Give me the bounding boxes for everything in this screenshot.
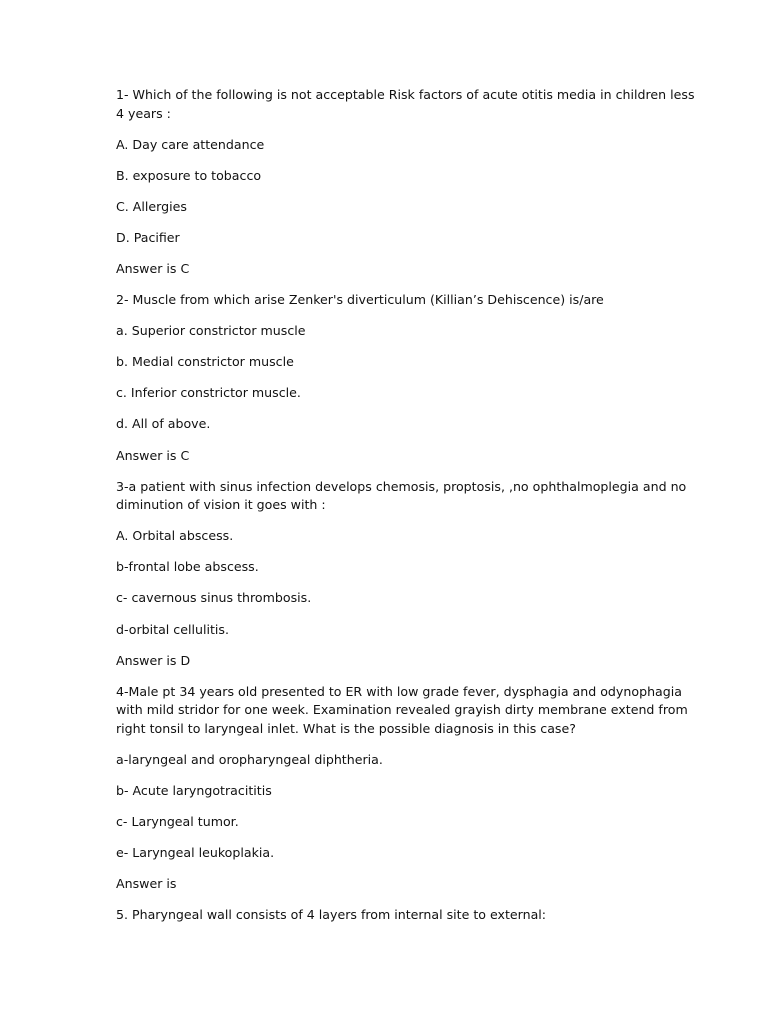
question-4-stem-line-1: 4-Male pt 34 years old presented to ER with low grade fever, dysphagia and odynophagia	[116, 683, 682, 699]
question-3-stem-line-1: 3-a patient with sinus infection develops chemosis, proptosis, ,no ophthalmoplegia and no	[116, 478, 687, 494]
question-3-stem	[116, 478, 687, 515]
question-2-option-d: d. All of above.	[116, 416, 211, 432]
question-2-option-b: b. Medial constrictor muscle	[116, 354, 294, 370]
question-3-option-b: b-frontal lobe abscess.	[116, 559, 259, 575]
question-3-option-c: c- cavernous sinus thrombosis.	[116, 590, 312, 606]
question-5-stem	[116, 906, 646, 925]
question-4-option-a: a-laryngeal and oropharyngeal diphtheria.	[116, 751, 383, 767]
question-2-answer: Answer is C	[116, 447, 190, 463]
question-3-option-a: A. Orbital abscess.	[116, 528, 234, 544]
question-1-answer: Answer is C	[116, 260, 190, 276]
question-1-option-d: D. Pacifier	[116, 229, 180, 245]
question-1-option-c: C. Allergies	[116, 198, 187, 214]
question-4-option-e: e- Laryngeal leukoplakia.	[116, 845, 275, 861]
question-4-stem	[116, 683, 688, 739]
question-1-stem-line-1: 1- Which of the following is not acceptable Risk factors of acute otitis media in children less	[116, 87, 695, 102]
question-4-option-c: c- Laryngeal tumor.	[116, 813, 239, 829]
question-4-stem-line-3: right tonsil to laryngeal inlet. What is the possible diagnosis in this case?	[116, 720, 576, 736]
question-1-option-a: A. Day care attendance	[116, 136, 265, 152]
question-1-option-b: B. exposure to tobacco	[116, 167, 262, 183]
question-4-answer: Answer is	[116, 876, 177, 892]
question-2-stem-line-1: 2- Muscle from which arise Zenker's diverticulum (Killian’s Dehiscence) is/are	[116, 292, 604, 308]
question-2-option-c: c. Inferior constrictor muscle.	[116, 385, 301, 401]
question-3-answer: Answer is D	[116, 652, 191, 668]
question-1-stem	[116, 86, 695, 123]
document-page	[116, 86, 695, 937]
question-4-stem-line-2: with mild stridor for one week. Examination revealed grayish dirty membrane extend from	[116, 702, 688, 718]
question-4-option-b: b- Acute laryngotracititis	[116, 782, 272, 798]
question-2-option-a: a. Superior constrictor muscle	[116, 323, 306, 339]
question-3-option-d: d-orbital cellulitis.	[116, 621, 229, 637]
question-3-stem-line-2: diminution of vision it goes with :	[116, 497, 326, 513]
question-1-stem-line-2: 4 years :	[116, 105, 171, 121]
question-5-stem-line-1: 5. Pharyngeal wall consists of 4 layers from internal site to external:	[116, 907, 547, 923]
question-2-stem	[116, 291, 646, 310]
